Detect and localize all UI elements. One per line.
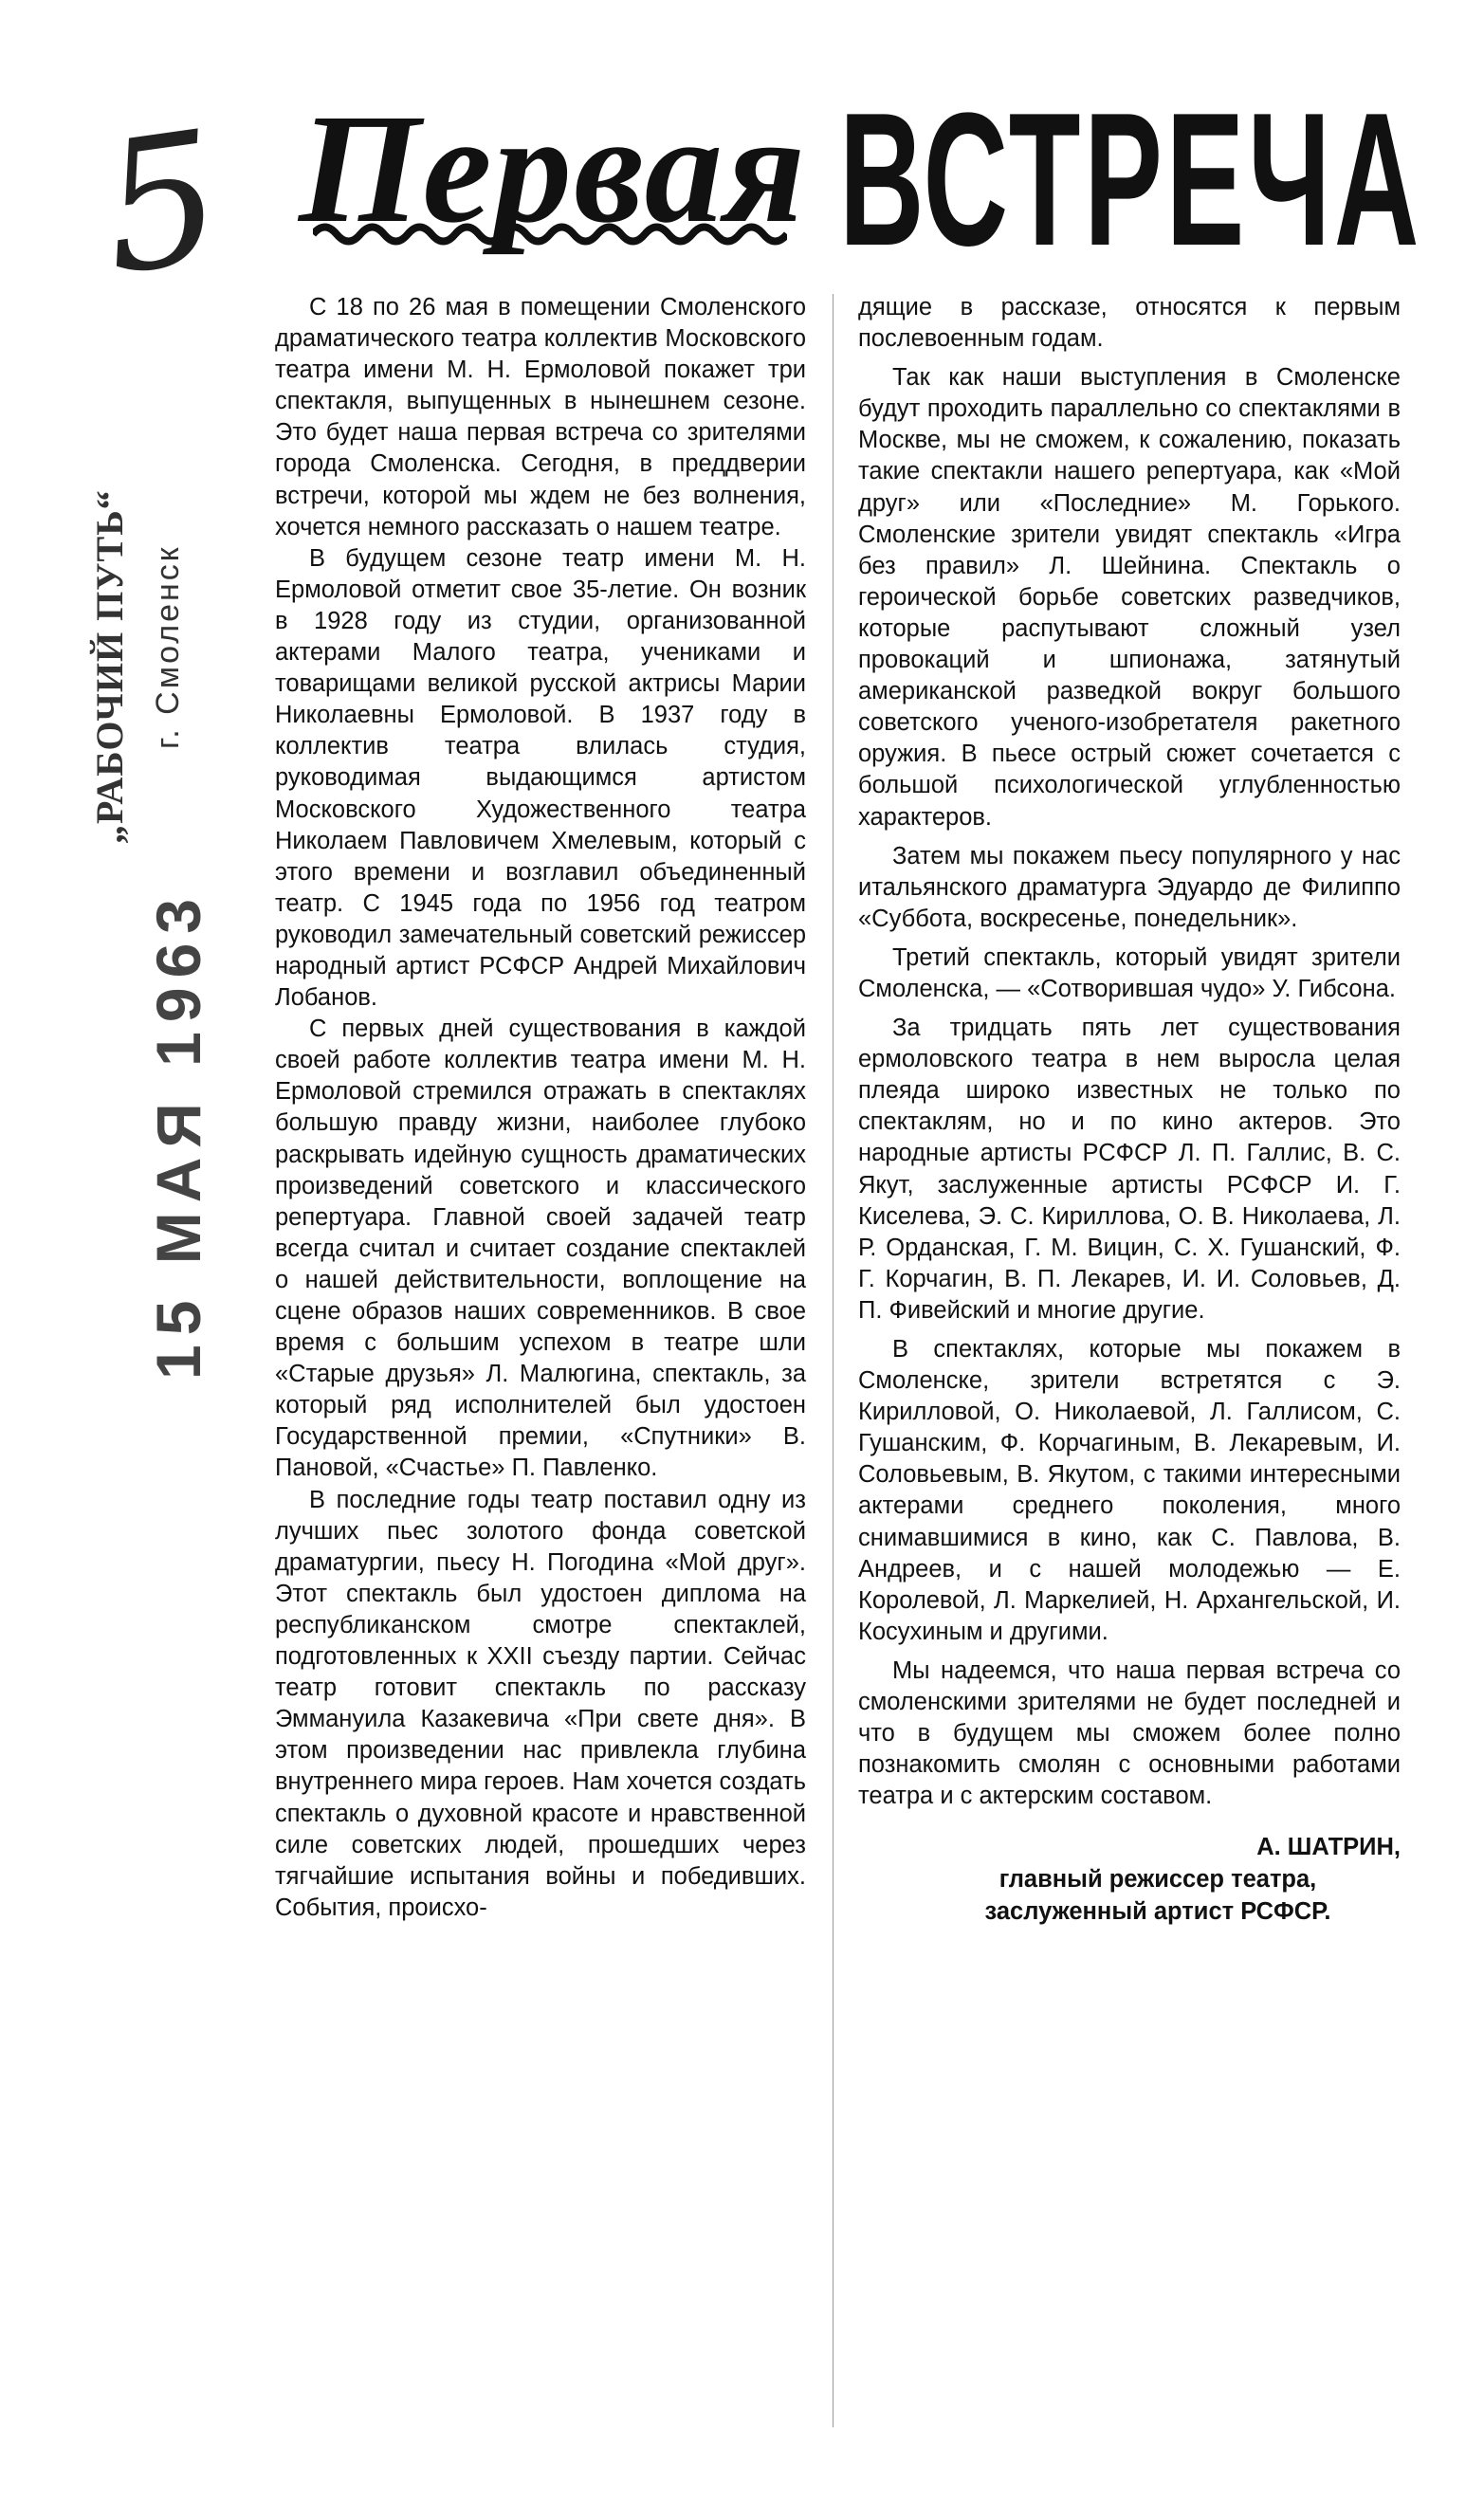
paragraph: В спектаклях, которые мы покажем в Смоленске, зрители встретятся с Э. Кирилловой, О. Николаевой, Л. Галлисом, С. Гушанским, Ф. Корчагиным, В. Лекаревым, И. Соловьевым, В. Якутом, с такими интересными актерами среднего поколения, много снимавшимися в кино, как С. Павлова, В. Андреев, и с нашей молодежью — Е. Королевой, Л. Маркелией, Н. Архангельской, И. Косухиным и другими.	[858, 1336, 1401, 1645]
headline-part2: ВСТРЕЧА	[839, 74, 1423, 285]
paragraph: В последние годы театр поставил одну из лучших пьес золотого фонда советской драматургии, пьесу Н. Погодина «Мой друг». Этот спектакль был удостоен диплома на республиканском смотре спектаклей, подготовленных к XXII съезду партии. Сейчас театр готовит спектакль по рассказу Эммануила Казакевича «При свете дня». В этом произведении нас привлекла глубина внутреннего мира героев. Нам хочется создать спектакль о духовной красоте и нравственной силе советских людей, прошедших через тягчайшие испытания войны и победивших. События, происхо-	[275, 1486, 806, 1921]
stamp-newspaper-name: „РАБОЧИЙ ПУТЬ“	[88, 489, 131, 844]
paragraph: С 18 по 26 мая в помещении Смоленского драматического театра коллектив Московского театра имени М. Н. Ермоловой покажет три спектакля, выпущенных в нынешнем сезоне. Это будет наша первая встреча со зрителями города Смоленска. Сегодня, в преддверии встречи, которой мы ждем не без волнения, хочется немного рассказать о нашем театре.	[275, 294, 806, 540]
author-signature	[858, 1831, 1401, 1928]
paragraph: С первых дней существования в каждой своей работе коллектив театра имени М. Н. Ермоловой стремился отражать в спектаклях большую правду жизни, наиболее глубоко раскрывать идейную сущность драматических произведений советского и классического репертуара. Главной своей задачей театр всегда считал и считает создание спектаклей о нашей действительности, воплощение на сцене образов наших современников. В свое время с большим успехом в театре шли «Старые друзья» Л. Малюгина, спектакль, за который ряд исполнителей был удостоен Государственной премии, «Спутники» В. Пановой, «Счастье» П. Павленко.	[275, 1016, 806, 1482]
author-title: заслуженный артист РСФСР.	[984, 1898, 1331, 1926]
author-name: А. ШАТРИН,	[1256, 1834, 1401, 1861]
stamp-date: 15 МАЯ 1963	[143, 889, 213, 1380]
paragraph: Так как наши выступления в Смоленске будут проходить параллельно со спектаклями в Москве, мы не сможем, к сожалению, показать такие спектакли нашего репертуара, как «Мой друг» или «Последние» М. Горького. Смоленские зрители увидят спектакль «Игра без правил» Л. Шейнина. Спектакль о героической борьбе советских разведчиков, которые распутывают сложный узел провокаций и шпионажа, затянутый американской разведкой вокруг большого советского ученого-изобретателя ракетного оружия. В пьесе острый сюжет сочетается с большой психологической углубленностью характеров.	[858, 364, 1401, 831]
column-divider	[833, 294, 834, 2427]
paragraph: Третий спектакль, который увидят зрители Смоленска, — «Сотворившая чудо» У. Гибсона.	[858, 943, 1401, 1002]
article-column-2	[858, 292, 1401, 1928]
author-position: главный режиссер театра,	[998, 1866, 1317, 1894]
handwritten-page-number: 5	[90, 91, 233, 316]
paragraph: Мы надеемся, что наша первая встреча со смоленскими зрителями не будет последней и что в будущем мы сможем более полно познакомить смолян с основными работами театра и с актерским составом.	[858, 1656, 1401, 1810]
article-column-1	[275, 292, 806, 1924]
paragraph: В будущем сезоне театр имени М. Н. Ермоловой отметит свое 35-летие. Он возник в 1928 году из студии, организованной актерами Малого театра, учениками и товарищами великой русской актрисы Марии Николаевны Ермоловой. В 1937 году в коллектив театра влилась студия, руководимая выдающимся артистом Московского Художественного театра Николаем Павловичем Хмелевым, который с этого времени и возглавил объединенный театр. С 1945 года по 1956 год театром руководил замечательный советский режиссер народный артист РСФСР Андрей Михайлович Лобанов.	[275, 544, 806, 1012]
wavy-underline	[313, 220, 787, 248]
stamp-city: г. Смоленск	[150, 544, 186, 749]
headline-part1: Первая	[299, 82, 808, 255]
paragraph: Затем мы покажем пьесу популярного у нас итальянского драматурга Эдуардо де Филиппо «Суббота, воскресенье, понедельник».	[858, 842, 1401, 932]
paragraph: дящие в рассказе, относятся к первым послевоенным годам.	[858, 294, 1401, 353]
paragraph: За тридцать пять лет существования ермоловского театра в нем выросла целая плеяда широко известных не только по спектаклям, но и по кино актеров. Это народные артисты РСФСР Л. П. Галлис, В. С. Якут, заслуженные артисты РСФСР И. Г. Киселева, Э. С. Кириллова, О. В. Николаева, Л. Р. Орданская, Г. М. Вицин, С. Х. Гушанский, Ф. Г. Корчагин, В. П. Лекарев, И. И. Соловьев, Д. П. Фивейский и многие другие.	[858, 1015, 1401, 1324]
